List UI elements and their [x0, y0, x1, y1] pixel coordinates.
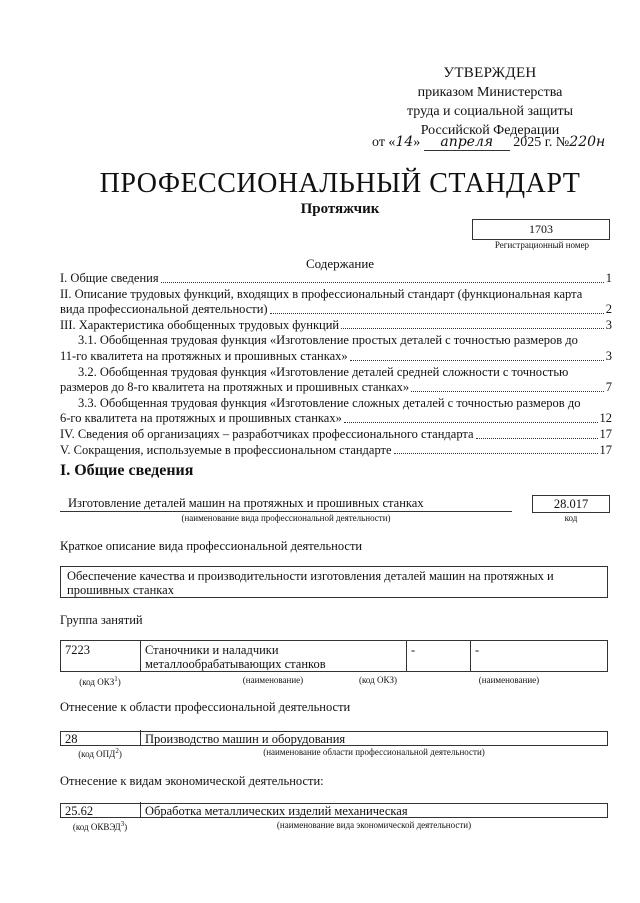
econ-cap-name: (наименование вида экономической деятельности) [276, 820, 472, 830]
brief-text: Обеспечение качества и производительности изготовления деталей машин на протяжных и прошивных станках [60, 566, 608, 598]
area-cap-code: (код ОПД$^2$) [78, 747, 122, 759]
group-table [60, 640, 608, 672]
area-table [60, 731, 608, 746]
toc-item[interactable]: 3.3. Обобщенная трудовая функция «Изготовление сложных деталей с точностью размеров до 6-го квалитета на протяжных и прошивных станках» 12 [60, 395, 612, 426]
area-label: Отнесение к области профессиональной деятельности [60, 700, 351, 714]
activity-caption: (наименование вида профессиональной деятельности) [181, 513, 391, 523]
date-year: 2025 г. № [513, 135, 570, 150]
toc-item[interactable]: V. Сокращения, используемые в профессиональном стандарте 17 [60, 442, 612, 457]
toc-item[interactable]: 3.1. Обобщенная трудовая функция «Изготовление простых деталей с точностью размеров до 11-го квалитета на протяжных и прошивных станках» 3 [60, 333, 612, 363]
approval-block [340, 64, 640, 140]
group-label: Группа занятий [60, 613, 143, 627]
area-code: 28 [61, 730, 141, 745]
toc-item[interactable]: II. Описание трудовых функций, входящих в профессиональный стандарт (функциональная карта вида профессиональной деятельности) 2 [60, 286, 612, 317]
date-day: 14 [395, 134, 414, 150]
activity-name: Изготовление деталей машин на протяжных и прошивных станках [60, 496, 512, 512]
group-cap-code-1: (код ОКЗ$^1$) [79, 675, 121, 687]
econ-name: Обработка металлических изделий механическая [145, 804, 408, 818]
toc-item[interactable]: III. Характеристика обобщенных трудовых функций 3 [60, 317, 612, 332]
econ-code: 25.62 [61, 802, 141, 817]
approval-line-1: приказом Министерства [417, 85, 563, 100]
toc-item[interactable]: I. Общие сведения 1 [60, 271, 612, 285]
date-month: апреля [424, 134, 510, 151]
group-code-2: - [407, 641, 471, 671]
group-code-1: 7223 [61, 641, 141, 671]
group-cap-code-2: (код ОКЗ) [359, 675, 397, 685]
group-cap-name-2: (наименование) [478, 675, 540, 685]
registration-number-box: 1703 [472, 219, 610, 240]
table-of-contents [60, 271, 612, 458]
area-cap-name: (наименование области профессиональной деятельности) [263, 747, 485, 757]
approval-date-line [372, 134, 605, 151]
econ-table [60, 803, 608, 818]
group-name-1: Станочники и наладчики металлообрабатывающих станков [141, 641, 407, 671]
econ-label: Отнесение к видам экономической деятельности: [60, 774, 324, 788]
group-name-2: - [475, 643, 480, 657]
activity-code: 28.017 [532, 495, 610, 513]
brief-label: Краткое описание вида профессиональной деятельности [60, 539, 363, 553]
order-number: 220н [569, 134, 606, 150]
date-mid: » [413, 135, 421, 150]
econ-cap-code: (код ОКВЭД$^3$) [72, 820, 128, 832]
approval-line-2: труда и социальной защиты [407, 104, 573, 119]
toc-item[interactable]: IV. Сведения об организациях – разработчиках профессионального стандарта 17 [60, 426, 612, 441]
area-name: Производство машин и оборудования [145, 732, 346, 746]
code-caption: код [564, 513, 578, 523]
approval-line-3: Российской Федерации [420, 123, 560, 138]
group-cap-name-1: (наименование) [242, 675, 304, 685]
toc-item[interactable]: 3.2. Обобщенная трудовая функция «Изготовление деталей средней сложности с точностью размеров до 8-го квалитета на протяжных и прошивных станках» 7 [60, 364, 612, 395]
section-heading: I. Общие сведения [60, 462, 194, 479]
document-subtitle: Протяжчик [300, 201, 380, 217]
date-prefix: от « [372, 135, 396, 150]
registration-caption: Регистрационный номер [494, 240, 590, 250]
approval-head: УТВЕРЖДЕН [443, 65, 537, 81]
document-title: ПРОФЕССИОНАЛЬНЫЙ СТАНДАРТ [99, 168, 581, 199]
toc-heading: Содержание [305, 256, 375, 271]
